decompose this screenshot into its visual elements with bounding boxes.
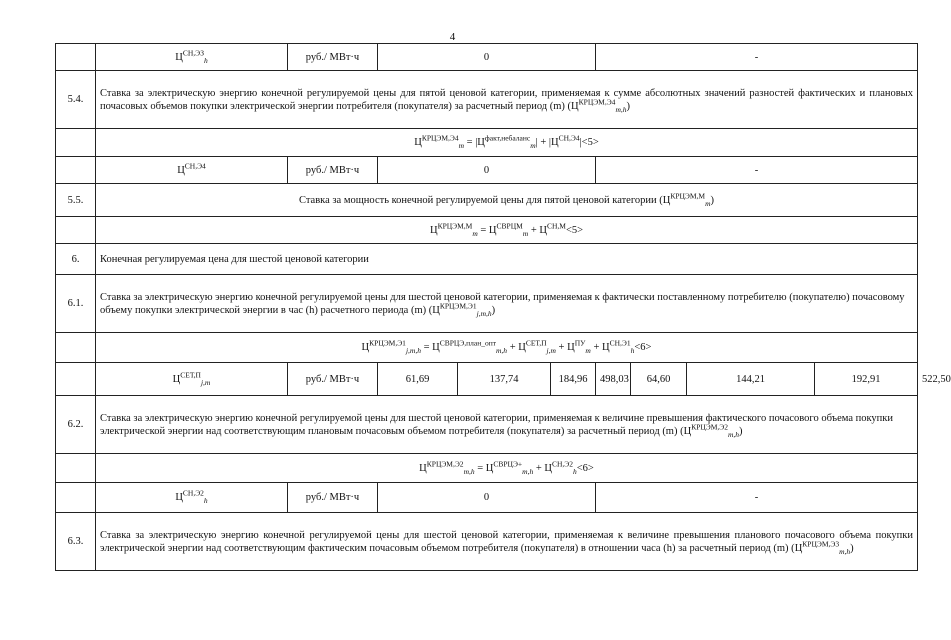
symbol-cell: $Ц^{СН,Э2}_h$ xyxy=(96,483,288,513)
row-number-cell xyxy=(56,217,96,244)
unit-cell: руб./ МВт·ч xyxy=(288,483,378,513)
tariff-table xyxy=(55,43,951,571)
value-cell: 184,96 xyxy=(551,363,596,396)
section-number: 6.1. xyxy=(56,275,96,333)
formula: $Ц^{КРЦЭМ,Э1}_{j,m,h} = Ц^{СВРЦЭ,план\_опт}_{m,h} + Ц^{СЕТ,П}_{j,m} + Ц^{ПУ}_m + Ц^{СН,Э1}_h<6>$ xyxy=(96,333,918,363)
row-number-cell xyxy=(56,333,96,363)
value-cell: 61,69 xyxy=(378,363,458,396)
unit-cell: руб./ МВт·ч xyxy=(288,157,378,184)
section-number: 6. xyxy=(56,244,96,275)
section-text: Ставка за электрическую энергию конечной регулируемой цены для шестой ценовой категории, применяемая к величине превышения фактического почасового объема покупки электрической энергии над соответствующим плановым почасовым объемом потребителя (покупателя) за расчетный период (m) $(Ц^{КРЦЭМ,Э2}_{m,h})$ xyxy=(96,396,918,454)
section-number: 6.2. xyxy=(56,396,96,454)
value-cell: 0 xyxy=(378,483,596,513)
extra-cell: - xyxy=(596,483,918,513)
table-row xyxy=(56,71,918,129)
section-text: Ставка за электрическую энергию конечной регулируемой цены для пятой ценовой категории, применяемая к сумме абсолютных значений разностей фактических и плановых почасовых объемов покупки электрической энергии потребителя (покупателя) за расчетный период (m) $(Ц^{КРЦЭМ,Э4}_{m,h})$ xyxy=(96,71,918,129)
table-row xyxy=(56,244,918,275)
table-row xyxy=(56,184,918,217)
value-cell: 144,21 xyxy=(687,363,815,396)
section-text: Конечная регулируемая цена для шестой ценовой категории xyxy=(96,244,918,275)
table-row xyxy=(56,275,918,333)
table-row xyxy=(56,333,918,363)
section-number: 5.5. xyxy=(56,184,96,217)
table-row xyxy=(56,483,918,513)
table-row xyxy=(56,217,918,244)
symbol-cell: $Ц^{СН,ЭЗ}_h$ xyxy=(96,44,288,71)
formula: $Ц^{КРЦЭМ,Э4}_m = |Ц^{факт,небаланс}_m| + |Ц^{СН,Э4}|<5>$ xyxy=(96,129,918,157)
row-number-cell xyxy=(56,129,96,157)
value-cell: 0 xyxy=(378,157,596,184)
row-number-cell xyxy=(56,157,96,184)
table-row xyxy=(56,44,918,71)
formula: $Ц^{КРЦЭМ,М}_m = Ц^{СВРЦМ}_m + Ц^{СН,М}<5>$ xyxy=(96,217,918,244)
value-cell: 137,74 xyxy=(458,363,551,396)
value-cell: 192,91 xyxy=(815,363,918,396)
section-text: Ставка за мощность конечной регулируемой цены для пятой ценовой категории $(Ц^{КРЦЭМ,М}_m)$ xyxy=(96,184,918,217)
unit-cell: руб./ МВт·ч xyxy=(288,363,378,396)
row-number-cell xyxy=(56,363,96,396)
extra-cell: - xyxy=(596,44,918,71)
row-number-cell xyxy=(56,454,96,483)
table-row: $Ц^{СЕТ,П}_{j,m}$ руб./ МВт·ч 61,69 137,74 184,96 498,03 64,60 144,21 192,91 522,50 xyxy=(56,363,918,396)
extra-cell: - xyxy=(596,157,918,184)
formula: $Ц^{КРЦЭМ,Э2}_{m,h} = Ц^{СВРЦЭ+}_{m,h} + Ц^{СН,Э2}_h<6>$ xyxy=(96,454,918,483)
row-number-cell xyxy=(56,483,96,513)
section-text: Ставка за электрическую энергию конечной регулируемой цены для шестой ценовой категории, применяемая к величине превышения планового почасового объема покупки электрической энергии над соответствующим фактическим почасовым объемом потребителя (покупателя) в отношении часа (h) за расчетный период (m) $(Ц^{КРЦЭМ,Э3}_{m,h})$ xyxy=(96,513,918,571)
value-cell: 0 xyxy=(378,44,596,71)
table-row xyxy=(56,129,918,157)
table-row xyxy=(56,513,918,571)
unit-cell: руб./ МВт·ч xyxy=(288,44,378,71)
section-number: 6.3. xyxy=(56,513,96,571)
symbol-cell: $Ц^{СН,Э4}$ xyxy=(96,157,288,184)
symbol-cell: $Ц^{СЕТ,П}_{j,m}$ xyxy=(96,363,288,396)
row-number-cell xyxy=(56,44,96,71)
table-row xyxy=(56,157,918,184)
page-number: 4 xyxy=(449,31,456,43)
section-text: Ставка за электрическую энергию конечной регулируемой цены для шестой ценовой категории, применяемая к фактически поставленному потребителю (покупателю) почасовому объему покупки электрической энергии в час (h) расчетного периода (m) $(Ц^{КРЦЭМ,Э1}_{j,m,h})$ xyxy=(96,275,918,333)
section-number: 5.4. xyxy=(56,71,96,129)
value-cell: 498,03 xyxy=(596,363,631,396)
table-row xyxy=(56,454,918,483)
value-cell: 64,60 xyxy=(631,363,687,396)
table-row xyxy=(56,396,918,454)
